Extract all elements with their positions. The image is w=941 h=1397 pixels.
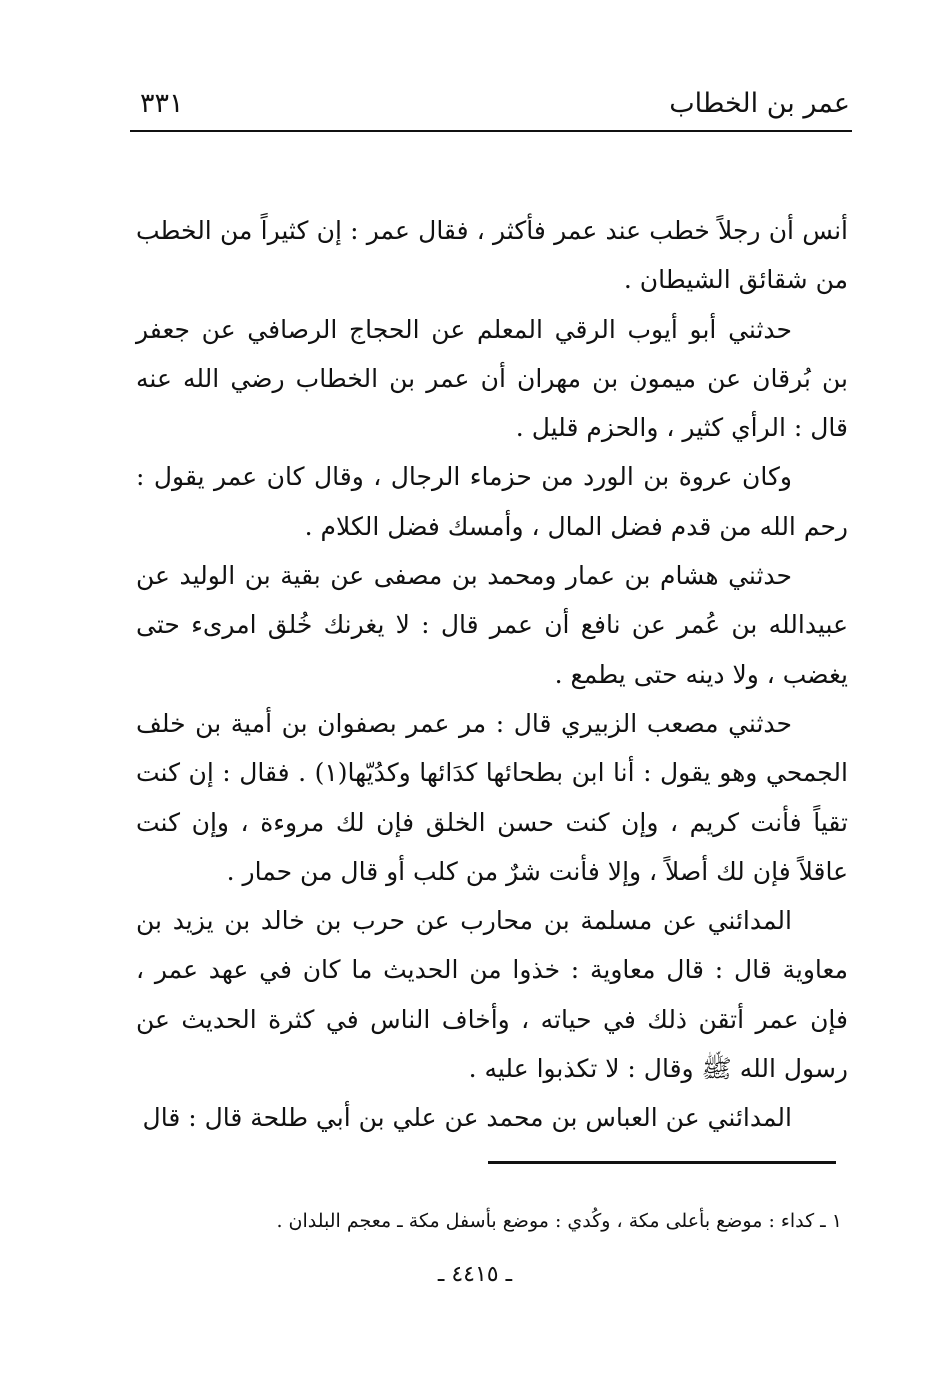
body-text [136,206,848,1143]
running-header [130,84,850,134]
paragraph-2: حدثني أبو أيوب الرقي المعلم عن الحجاج الرصافي عن جعفر بن بُرقان عن ميمون بن مهران أن عمر بن الخطاب رضي الله عنه قال : الرأي كثير ، والحزم قليل . [136,314,848,443]
paragraph-7: المدائني عن العباس بن محمد عن علي بن أبي طلحة قال : قال [142,1103,792,1133]
paragraph-6: المدائني عن مسلمة بن محارب عن حرب بن خالد بن يزيد بن معاوية قال : قال معاوية : خذوا من الحديث ما كان في عهد عمر ، فإن عمر أتقن ذلك في حياته ، وأخاف الناس في كثرة الحديث عن رسول الله ﷺ وقال : لا تكذبوا عليه . [136,906,848,1084]
footnote-divider [488,1161,836,1164]
paragraph-3: وكان عروة بن الورد من حزماء الرجال ، وقال كان عمر يقول : رحم الله من قدم فضل المال ، وأمسك فضل الكلام . [136,462,848,541]
header-title: عمر بن الخطاب [669,88,850,119]
header-page-number: ٣٣١ [140,88,184,119]
footnote: ١ ـ كداء : موضع بأعلى مكة ، وكُدي : موضع بأسفل مكة ـ معجم البلدان . [276,1210,842,1232]
paragraph-4: حدثني هشام بن عمار ومحمد بن مصفى عن بقية بن الوليد عن عبيدالله بن عُمر عن نافع أن عمر قال : لا يغرنك خُلق امرىء حتى يغضب ، ولا دينه حتى يطمع . [136,561,848,689]
paragraph-5: حدثني مصعب الزبيري قال : مر عمر بصفوان بن أمية بن خلف الجمحي وهو يقول : أنا ابن بطحائها كدَائها وكدُيّها(١) . فقال : إن كنت تقياً فأنت كريم ، وإن كنت حسن الخلق فإن لك مروءة ، وإن كنت عاقلاً فإن لك أصلاً ، وإلا فأنت شرٌ من كلب أو قال من حمار . [136,708,848,886]
header-divider [130,130,852,132]
paragraph-1: أنس أن رجلاً خطب عند عمر فأكثر ، فقال عمر : إن كثيراً من الخطب من شقائق الشيطان . [136,216,848,295]
page-counter: ـ ٤٤١٥ ـ [437,1262,513,1287]
